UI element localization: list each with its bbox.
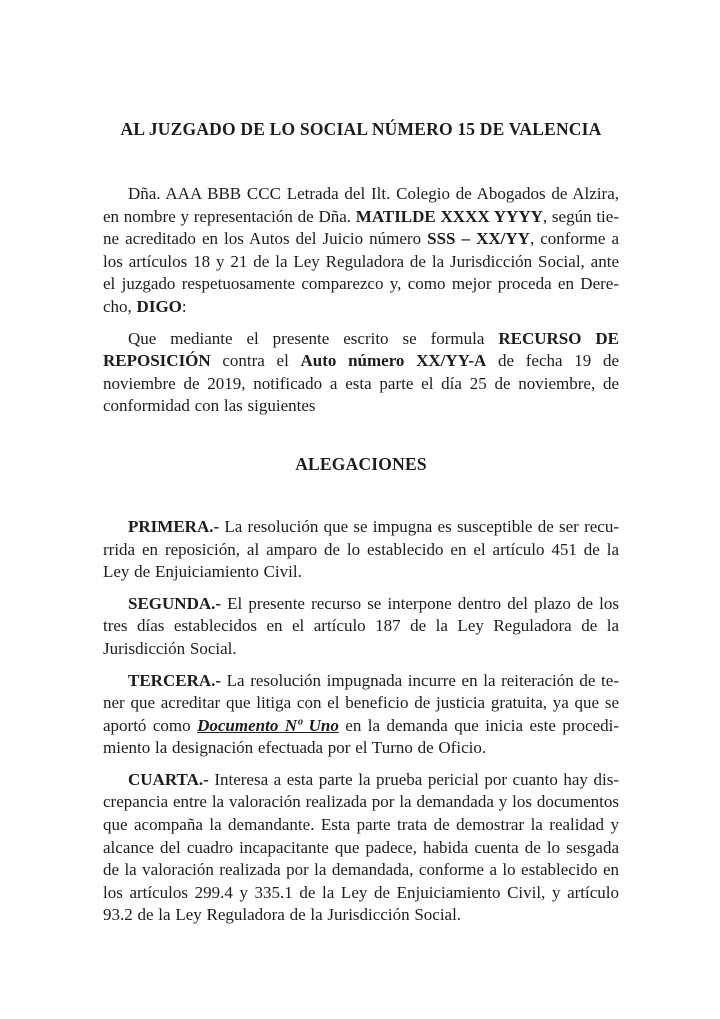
paragraph-primera xyxy=(103,516,619,584)
text-run: : xyxy=(181,296,187,316)
document-title: AL JUZGADO DE LO SOCIAL NÚMERO 15 DE VALENCIA xyxy=(120,119,602,139)
text-run: SEGUNDA.- xyxy=(128,593,222,613)
text-run: Dña. AAA BBB CCC Letrada del Ilt. Colegio de Abogados de Alzira, en nombre y representación de Dña. xyxy=(103,184,619,226)
text-run: ALEGACIONES xyxy=(295,453,427,474)
text-run: TERCERA.- xyxy=(128,670,222,690)
text-run: CUARTA.- xyxy=(128,769,209,789)
paragraph-tercera xyxy=(103,670,619,760)
text-run: , conforme a los artículos 18 y 21 de la Ley Reguladora de la Jurisdicción Social, ante el juzgado respetuosamente comparezco y, como mejor proceda en Derecho, xyxy=(103,229,619,316)
text-run: La resolución que se impugna es susceptible de ser recurrida en reposición, al amparo de lo establecido en el artículo 451 de la Ley de Enjuiciamiento Civil. xyxy=(103,516,619,582)
text-run: Que mediante el presente escrito se formula xyxy=(128,328,499,348)
text-run: , según tiene acreditado en los Autos del Juicio número xyxy=(103,206,619,249)
paragraph-cuarta xyxy=(103,769,619,927)
text-run: de fecha 19 de noviembre de 2019, notificado a esta parte el día 25 de noviembre, de conformidad con las siguientes xyxy=(103,351,619,416)
text-run: en la demanda que inicia este procedimiento la designación efectuada por el Turno de Oficio. xyxy=(103,715,620,758)
text-run: RECURSO DE REPOSICIÓN xyxy=(103,328,619,371)
text-run: Documento Nº Uno xyxy=(197,715,339,735)
text-run: La resolución impugnada incurre en la reiteración de tener que acreditar que litiga con el beneficio de justicia gratuita, ya que se aportó como xyxy=(103,670,619,735)
text-run: PRIMERA.- xyxy=(128,516,220,536)
section-heading-alegaciones xyxy=(103,453,619,476)
document-body xyxy=(103,183,619,927)
text-run: DIGO xyxy=(136,296,182,316)
text-run: MATILDE XXXX YYYY xyxy=(355,206,543,226)
text-run: SSS – XX/YY xyxy=(427,229,530,249)
text-run: El presente recurso se interpone dentro del plazo de los tres días establecidos en el artículo 187 de la Ley Reguladora de la Jurisdicción Social. xyxy=(103,593,619,658)
text-run: contra el xyxy=(210,351,301,371)
text-run: Auto número XX/YY-A xyxy=(300,351,487,371)
paragraph-recurso xyxy=(103,328,619,418)
paragraph-segunda xyxy=(103,593,619,661)
paragraph-intro xyxy=(103,183,619,319)
text-run: Interesa a esta parte la prueba pericial por cuanto hay discrepancia entre la valoración realizada por la demandada y los documentos que acompaña la demandante. Esta parte trata de demostrar la realidad y alcance del cuadro incapacitante que padece, habida cuenta de lo sesgada de la valoración realizada por la demandada, conforme a lo establecido en los artículos 299.4 y 335.1 de la Ley de Enjuiciamiento Civil, y artículo 93.2 de la Ley Reguladora de la Jurisdicción Social. xyxy=(103,769,619,925)
